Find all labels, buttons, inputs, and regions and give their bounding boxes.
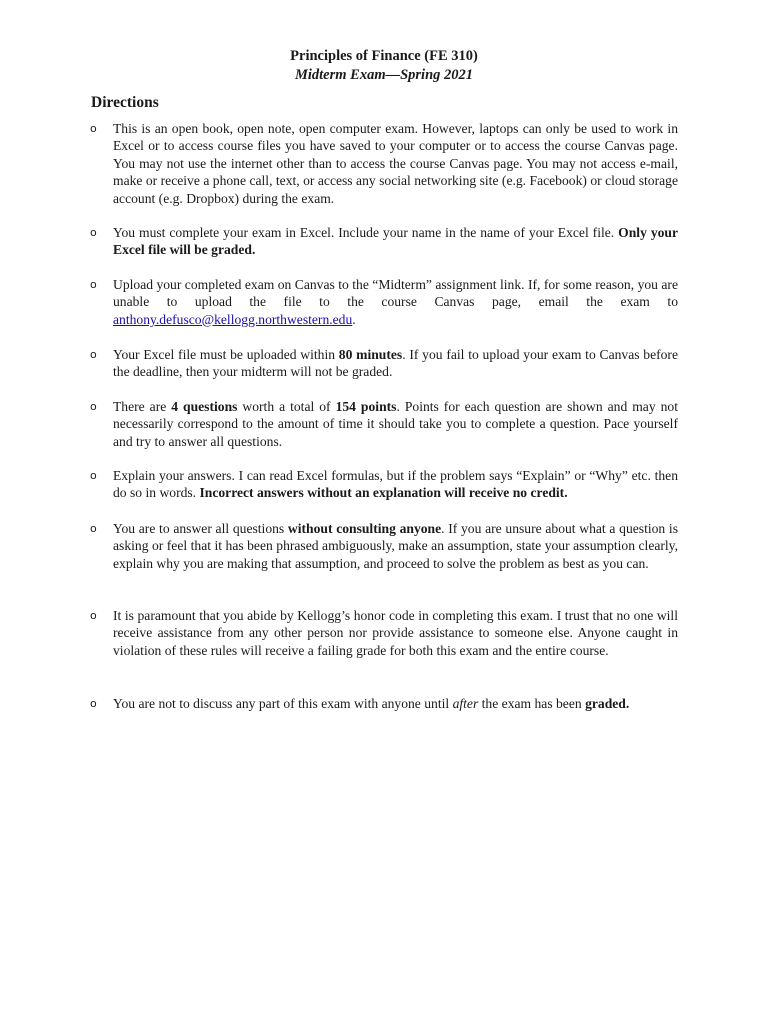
page-title: Principles of Finance (FE 310) xyxy=(290,48,478,64)
direction-text xyxy=(113,276,678,328)
text-segment: This is an open book, open note, open computer exam. However, laptops can only be used to work in Excel or to access course files you have saved to your computer or to access the course Canvas page. You may not use the internet other than to access the course Canvas page. You may not access e-mail, make or receive a phone call, text, or access any social networking site (e.g. Facebook) or cloud storage account (e.g. Dropbox) during the exam. xyxy=(113,121,678,206)
directions-heading: Directions xyxy=(91,94,159,111)
text-segment: . If you fail to upload your exam to Canvas before the deadline, then your midterm will not be graded. xyxy=(113,347,678,380)
bullet-marker: o xyxy=(90,348,97,361)
bullet-marker: o xyxy=(90,697,97,710)
bullet-marker: o xyxy=(90,469,97,482)
bullet-marker: o xyxy=(90,609,97,622)
text-segment: You are not to discuss any part of this exam with anyone until xyxy=(113,696,453,711)
emphasis-bold: 4 questions xyxy=(171,399,238,414)
direction-text xyxy=(113,607,678,659)
emphasis-bold: Incorrect answers without an explanation will receive no credit. xyxy=(199,485,568,501)
text-segment: You must complete your exam in Excel. Include your name in the name of your Excel file. xyxy=(113,225,619,240)
text-segment: Your Excel file must be uploaded within xyxy=(113,347,339,362)
text-segment: You are to answer all questions xyxy=(113,521,288,536)
emphasis-bold: graded. xyxy=(585,696,630,711)
text-segment: the exam has been xyxy=(478,696,586,711)
text-segment: There are xyxy=(113,399,172,414)
direction-text xyxy=(113,346,678,381)
bullet-marker: o xyxy=(90,522,97,535)
text-segment: . If you are unsure about what a question is asking or feel that it has been phrased ambiguously, make an assumption, state your assumption clearly, explain why you are making that assumption, and proceed to solve the problem as best as you can. xyxy=(113,521,678,571)
direction-text xyxy=(113,120,678,207)
bullet-marker: o xyxy=(90,400,97,413)
text-segment: It is paramount that you abide by Kellogg’s honor code in completing this exam. I trust that no one will receive assistance from any other person nor provide assistance to someone else. Anyone caught in violation of these rules will receive a failing grade for both this exam and the entire course. xyxy=(113,608,678,658)
emphasis-bold: without consulting anyone xyxy=(287,521,442,536)
text-segment: worth a total of xyxy=(237,399,336,414)
emphasis-bold: 154 points xyxy=(335,399,397,414)
bullet-marker: o xyxy=(90,226,97,239)
direction-text xyxy=(113,398,678,450)
direction-text xyxy=(113,520,678,572)
bullet-marker: o xyxy=(90,122,97,135)
emphasis-italic: after xyxy=(452,696,479,711)
text-segment: . Points for each question are shown and may not necessarily correspond to the amount of time it should take you to complete a question. Pace yourself and try to answer all questions. xyxy=(113,399,678,449)
bullet-marker: o xyxy=(90,278,97,291)
page-subtitle: Midterm Exam—Spring 2021 xyxy=(294,67,474,83)
text-segment: Explain your answers. I can read Excel formulas, but if the problem says “Explain” or “Why” etc. then do so in words. xyxy=(113,468,678,501)
emphasis-bold: Only your Excel file will be graded. xyxy=(113,225,679,258)
direction-text xyxy=(113,467,678,502)
email-link[interactable]: anthony.defusco@kellogg.northwestern.edu xyxy=(113,311,353,327)
text-segment: . xyxy=(352,311,356,327)
direction-text xyxy=(113,695,678,712)
text-segment: Upload your completed exam on Canvas to the “Midterm” assignment link. If, for some reason, you are unable to upload the file to the course Canvas page, email the exam to xyxy=(113,277,678,310)
emphasis-bold: 80 minutes xyxy=(338,347,403,362)
direction-text xyxy=(113,224,678,259)
